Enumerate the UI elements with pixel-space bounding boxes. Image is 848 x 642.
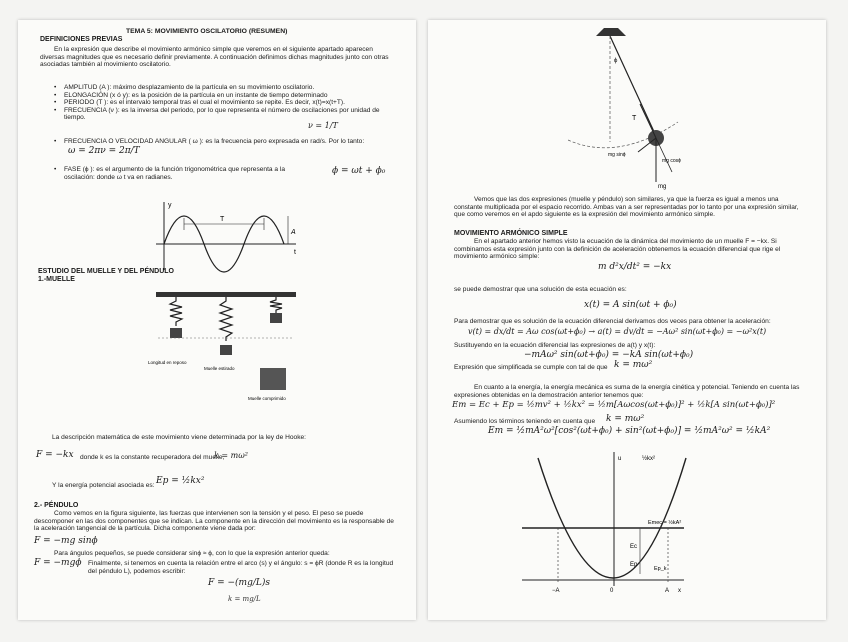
substitute-equation: −mAω² sin(ωt+ϕ₀) = −kA sin(ωt+ϕ₀) xyxy=(524,350,694,360)
mass-rest xyxy=(170,328,182,338)
derive-text: Para demostrar que es solución de la ecuación diferencial derivamos dos veces para obtener la aceleración: xyxy=(454,318,771,325)
def-elongation: • ELONGACIÓN (x ó y): es la posición de la partícula en un instante de tiempo determinado xyxy=(54,92,394,100)
tension-vector xyxy=(640,104,656,138)
intro-paragraph: En la expresión que describe el movimiento armónico simple que veremos en el siguiente apartado aparecen diversas magnitudes que es necesario definir previamente. A continuación definimos dichas magnitudes junto con otras asociadas también al movimiento oscilatorio. xyxy=(40,46,389,69)
left-page xyxy=(18,20,416,620)
def-period: • PERIODO (T ): es el intervalo temporal tras el cual el movimiento se repite. Es decir, x(t)=x(t+T). xyxy=(54,99,394,107)
sine-wave-graph xyxy=(146,198,306,273)
k-formula: k = mω² xyxy=(214,451,248,460)
assuming-equation: k = mω² xyxy=(606,414,645,424)
angle-label: ϕ xyxy=(614,58,618,64)
mas-intro: En el apartado anterior hemos visto la ecuación de la dinámica del movimiento de un muelle F = −kx. Si combinamos esta expresión junto con la definición de aceleración obtenemos la ecuación diferencial que rige el movimiento armónico simple: xyxy=(454,238,781,261)
def-phase: • FASE (ϕ ): es el argumento de la función trigonométrica que representa a la oscilación: donde ω t va en radianes. xyxy=(54,166,304,181)
radial-label: mg cosϕ xyxy=(662,158,681,164)
pendulo-text: Como vemos en la figura siguiente, las fuerzas que intervienen son la tensión y el peso. El peso se puede descomponer en las dos componentes que se indican. La componente en la dirección del movimiento es la responsable de la aceleración tangencial de la partícula. Dicha componente viene dada por: xyxy=(34,510,394,533)
derivative-equation: v(t) = dx/dt = Aω cos(ωt+ϕ₀) → a(t) = dv/dt = −Aω² sin(ωt+ϕ₀) = −ω²x(t) xyxy=(468,327,767,336)
ep-k-label: Ep_k xyxy=(654,566,667,572)
x-label: x xyxy=(678,588,681,594)
definitions-list xyxy=(54,84,394,122)
solution-equation: x(t) = A sin(ωt + ϕ₀) xyxy=(584,300,677,310)
amplitude-label: A xyxy=(291,229,296,236)
small-angle-formula: F = −mgϕ xyxy=(34,558,82,568)
condition-text: Expresión que simplificada se cumple con tal de que xyxy=(454,364,608,371)
tangential-label: mg sinϕ xyxy=(608,152,626,158)
half-kx-label: ½kx² xyxy=(642,456,656,462)
springs-figure xyxy=(148,288,298,408)
caption-stretched: Muelle estirado xyxy=(204,366,235,371)
omega-formula: ω = 2πν = 2π/T xyxy=(68,146,140,156)
pendulum-diagram xyxy=(568,22,688,192)
substitute-text: Sustituyendo en la ecuación diferencial las expresiones de a(t) y x(t): xyxy=(454,342,656,349)
def-angular-velocity: • FRECUENCIA O VELOCIDAD ANGULAR ( ω ): es la frecuencia pero expresada en rad/s. Por lo tanto: xyxy=(54,138,394,146)
spring-rest xyxy=(170,297,182,326)
mass-stretched xyxy=(220,345,232,355)
energy-text: Y la energía potencial asociada es: xyxy=(52,482,155,489)
zero-label: 0 xyxy=(610,588,614,594)
caption-rest: Longitud en reposo xyxy=(148,360,187,365)
ec-label: Ec xyxy=(630,544,638,550)
minus-a-label: −A xyxy=(552,588,560,594)
potential-parabola xyxy=(538,458,686,578)
phase-formula: ϕ = ωt + ϕ₀ xyxy=(332,166,386,176)
hooke-formula: F = −kx xyxy=(36,450,74,460)
spring-compressed xyxy=(270,297,282,313)
energy-equation-1: Em = Ec + Ep = ½mv² + ½kx² = ½m[Aωcos(ωt+ϕ₀)]² + ½k[A sin(ωt+ϕ₀)]² xyxy=(452,400,776,410)
page-title: TEMA 5: MOVIMIENTO OSCILATORIO (RESUMEN) xyxy=(126,28,288,35)
condition-equation: k = mω² xyxy=(614,360,653,370)
hooke-description: donde k es la constante recuperadora del muelle, xyxy=(80,454,225,461)
arc-text: Finalmente, si tenemos en cuenta la relación entre el arco (s) y el ángulo: s = ϕR (donde R es la longitud del péndulo L), podemos escribir: xyxy=(88,560,394,575)
mass-photo xyxy=(260,368,286,390)
u-label: u xyxy=(618,456,622,462)
weight-label: mg xyxy=(658,184,667,190)
assuming-text: Asumiendo los términos teniendo en cuenta que xyxy=(454,418,596,425)
definitions-heading: DEFINICIONES PREVIAS xyxy=(40,36,123,43)
tension-label: T xyxy=(632,115,637,122)
handwritten-note: k = mg/L xyxy=(228,595,261,603)
energy-formula: Ep = ½kx² xyxy=(156,476,205,486)
def-frequency: • FRECUENCIA (ν ): es la inversa del periodo, por lo que representa el número de oscilaciones por unidad de tiempo. xyxy=(54,107,394,122)
caption-compressed: Muelle comprimido xyxy=(248,396,286,401)
right-page xyxy=(428,20,826,620)
energy-equation-2: Em = ½mA²ω²[cos²(ωt+ϕ₀) + sin²(ωt+ϕ₀)] = ½mA²ω² = ½kA² xyxy=(488,426,771,436)
subsection-muelle: 1.-MUELLE xyxy=(38,276,75,283)
differential-equation: m d²x/dt² = −kx xyxy=(598,262,672,272)
frequency-formula: ν = 1/T xyxy=(308,121,338,130)
mass-compressed xyxy=(270,313,282,323)
solution-text: se puede demostrar que una solución de esta ecuación es: xyxy=(454,286,627,293)
hooke-intro: La descripción matemática de este movimiento viene determinada por la ley de Hooke: xyxy=(52,434,306,441)
plus-a-label: A xyxy=(665,588,670,594)
definitions-list-3 xyxy=(54,166,304,181)
section-heading: ESTUDIO DEL MUELLE Y DEL PÉNDULO xyxy=(38,268,175,275)
period-label: T xyxy=(220,216,225,223)
emec-label: Emec = ½kA² xyxy=(648,520,682,526)
t-axis-label: t xyxy=(294,249,296,256)
spring-stretched xyxy=(220,297,232,341)
mechanical-energy-text: En cuanto a la energía, la energía mecánica es suma de la energía cinética y potencial. Teniendo en cuenta las expresiones obtenidas en la demostración anterior tenemos que: xyxy=(454,384,800,399)
comparison-text: Vemos que las dos expresiones (muelle y péndulo) son similares, ya que la fuerza es igual a menos una constante multiplicada por el espacio recorrido. Ambas van a ser representadas por lo tanto por una expresión similar, que como veremos en el apdo siguiente es la expresión del movimiento armónico simple. xyxy=(454,196,799,219)
def-amplitude: • AMPLITUD (A ): máximo desplazamiento de la partícula en su movimiento oscilatorio. xyxy=(54,84,394,92)
ceiling xyxy=(156,292,296,297)
definitions-list-2 xyxy=(54,138,394,146)
subsection-pendulo: 2.- PÉNDULO xyxy=(34,502,79,509)
pendulo-formula: F = −mg sinϕ xyxy=(34,536,98,546)
ep-label: Ep xyxy=(630,562,638,568)
y-axis-label: y xyxy=(168,202,172,209)
mas-heading: MOVIMIENTO ARMÓNICO SIMPLE xyxy=(454,230,568,237)
final-formula: F = −(mg/L)s xyxy=(208,578,270,588)
small-angles-text: Para ángulos pequeños, se puede considerar sinϕ ≈ ϕ, con lo que la expresión anterior queda: xyxy=(54,550,330,557)
energy-graph xyxy=(518,448,688,598)
component-radial xyxy=(656,138,672,172)
pivot xyxy=(596,28,626,36)
